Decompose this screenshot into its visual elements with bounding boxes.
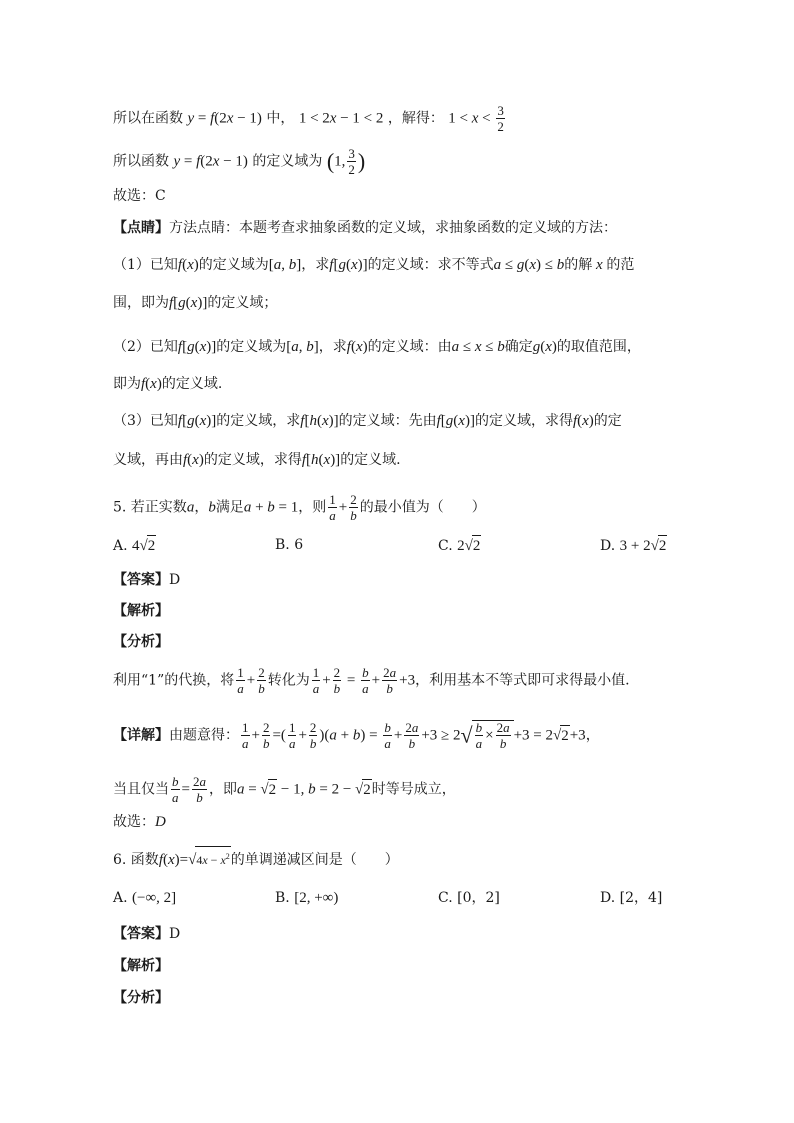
option-b: B. 6 [275, 537, 304, 553]
question-5: 5. 若正实数a，b满足a + b = 1，则 $\frac{1}{a}$ + $\frac{2}{b}$ 的最小值为（ ） [113, 492, 486, 523]
text-line: 【详解】由题意得： $\frac{1}{a}$ + $\frac{2}{b}$ =( $\frac{1}{a}$ + $\frac{2}{b}$ )(a + b) = $\frac{b}{a}$ + $\frac{2a}{b}$ +3 ≥ 2√ $\frac{b}{a}$ × $\frac{2a}{b}$ +3 = 2√2+3， [113, 720, 600, 751]
text: 所以函数 [113, 153, 169, 170]
text: 中， [266, 110, 295, 127]
answer: 【答案】D [113, 572, 181, 588]
text: 故选：C [113, 188, 166, 204]
option-b: B. [2, +∞) [275, 890, 339, 906]
option-a: A. 4√2 [113, 535, 156, 556]
text: ，解得： [387, 110, 444, 127]
text-line: 即为f(x)的定义域. [113, 376, 223, 392]
option-d: D. [2，4] [600, 890, 663, 906]
question-6: 6. 函数$f(x)=√4x - x^2$的单调递减区间是（ ） [113, 846, 694, 870]
section-tag: 【分析】 [113, 634, 169, 650]
section-tag: 【解析】 [113, 958, 169, 974]
text-line: 当且仅当 $\frac{b}{a}$ = $\frac{2a}{b}$ ，即a = √2 − 1, b = 2 − √2时等号成立， [113, 774, 456, 805]
text-line: 义域，再由f(x)的定义域，求得f[h(x)]的定义域. [113, 452, 401, 468]
text-line: 所以函数 y = f(2x − 1) 的定义域为 (1, $\frac{3}{2}$ ) [113, 146, 366, 177]
text: 所以在函数 [113, 110, 183, 127]
text: 的定义域为 [252, 153, 323, 170]
text: 方法点睛：本题考查求抽象函数的定义域，求抽象函数的定义域的方法： [169, 220, 617, 236]
option-c: C. 2√2 [438, 535, 481, 556]
option-c: C. [0，2] [438, 890, 500, 906]
option-a: A. (−∞, 2] [113, 890, 177, 906]
section-tag: 【分析】 [113, 990, 169, 1006]
text-line [113, 218, 694, 238]
text-line: 故选：D [113, 814, 166, 830]
text-line: 围，即为f[g(x)]的定义域； [113, 295, 278, 311]
fraction: $\frac{3}{2}$ [497, 103, 504, 134]
answer: 【答案】D [113, 926, 181, 942]
section-tag: 【点睛】 [113, 220, 169, 236]
text-line: （1）已知f(x)的定义域为[a, b]，求f[g(x)]的定义域：求不等式a ≤ g(x) ≤ b的解 x 的范 [113, 257, 635, 273]
text-line: （2）已知f[g(x)]的定义域为[a, b]，求f(x)的定义域：由a ≤ x ≤ b确定g(x)的取值范围， [113, 339, 641, 355]
text-line: （3）已知f[g(x)]的定义域，求f[h(x)]的定义域：先由f[g(x)]的定义域，求得f(x)的定 [113, 413, 622, 429]
text-line: 利用“1”的代换，将 $\frac{1}{a}$ + $\frac{2}{b}$ 转化为 $\frac{1}{a}$ + $\frac{2}{b}$ = $\frac{b}{a}$ + $\frac{2a}{b}$ +3，利用基本不等式即可求得最小值. [113, 665, 630, 696]
text-line: 所以在函数 y = f(2x − 1) 中， 1 < 2x − 1 < 2 ，解得： 1 < x < $\frac{3}{2}$ [113, 103, 504, 134]
option-d: D. 3 + 2√2 [600, 535, 667, 556]
text-line [113, 186, 694, 206]
section-tag: 【解析】 [113, 603, 169, 619]
